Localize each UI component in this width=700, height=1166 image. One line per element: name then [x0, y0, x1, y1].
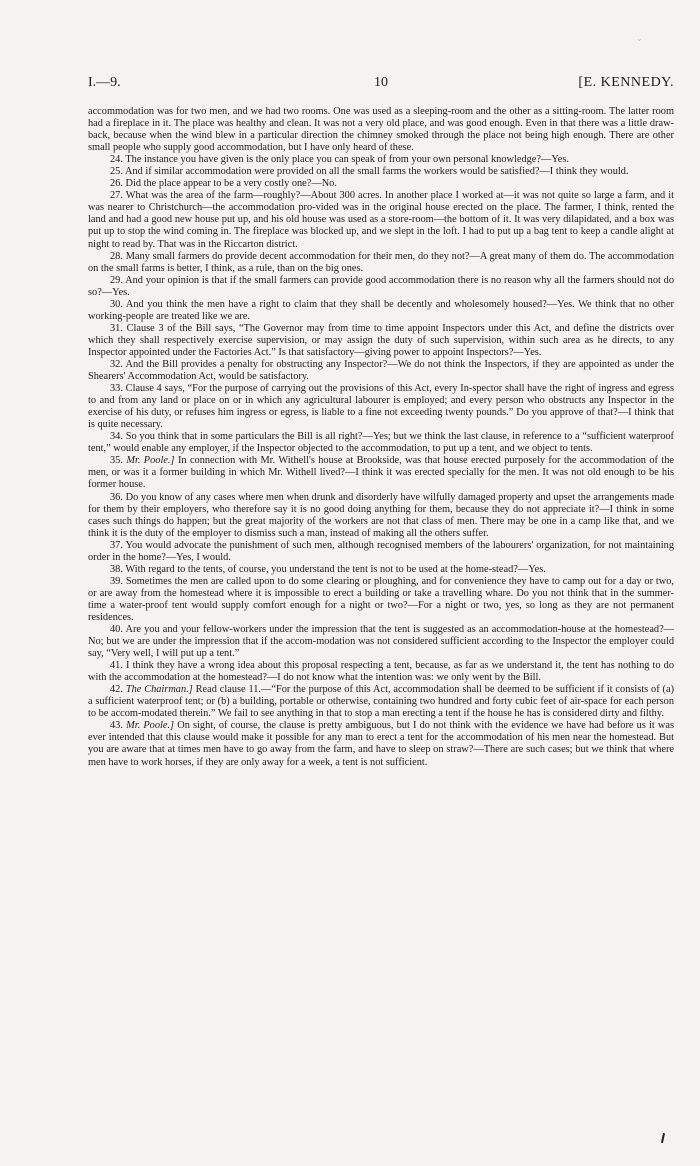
paragraph-text: Read clause 11.—“For the purpose of this Act, accommodation shall be deemed to be sufficient if it consists of (a) a sufficient waterproof tent; or (b) a building, portable or otherwise, containing two hundred and forty cubic feet of air-space for each person to be accom-modated therein.” We fail to see anything in that to stop a man erecting a tent if the house he has is considered dirty and filthy. — [88, 684, 675, 720]
witness-name: [E. KENNEDY. — [578, 75, 674, 90]
question-number: 33. — [110, 383, 123, 395]
paragraph-text: And if similar accommodation were provided on all the small farms the workers would be satisfied?—I think they would. — [124, 166, 629, 178]
paragraph-text: accommodation was for two men, and we had two rooms. One was used as a sleeping-room and the other as a sitting-room. The latter room had a fireplace in it. The place was healthy and clean. It was not a very old place, and was good enough. Even in that there was a little draw-back, because when the wind blew in a particular direction the chimney smoked through the place not being high enough. There are other small people who supply good accommodation, but I have only heard of these. — [88, 106, 674, 154]
question-number: 29. — [110, 274, 123, 286]
paragraph — [88, 178, 674, 190]
paragraph-text: So you think that in some particulars the Bill is all right?—Yes; but we think the last clause, in reference to a “sufficient waterproof tent,” would enable any employer, if the Inspector objected to the accommodation, to put up a tent, and we object to tents. — [88, 431, 674, 455]
question-number: 37. — [110, 539, 123, 551]
document-page — [88, 75, 674, 769]
paragraph — [88, 383, 674, 431]
paragraph — [88, 720, 674, 768]
paragraph-text: With regard to the tents, of course, you understand the tent is not to be used at the home-stead?—Yes. — [125, 563, 546, 575]
paragraph — [88, 576, 674, 624]
paragraph-text: And your opinion is that if the small farmers can provide good accommodation there is no reason why all the farmers should not do so?—Yes. — [88, 274, 675, 298]
question-number: 32. — [110, 358, 123, 370]
margin-mark — [661, 1133, 665, 1143]
paragraph — [88, 359, 674, 383]
paragraph-text: The instance you have given is the only place you can speak of from your own personal knowledge?—Yes. — [125, 154, 569, 166]
question-number: 26. — [110, 178, 123, 190]
paragraph-text: Did the place appear to be a very costly one?—No. — [125, 178, 337, 190]
speaker-name: The Chairman.] — [125, 684, 193, 696]
paragraph — [88, 106, 674, 154]
paragraph — [88, 323, 674, 359]
question-number: 24. — [110, 154, 123, 166]
paragraph-text: Clause 4 says, “For the purpose of carrying out the provisions of this Act, every In-spector shall have the right of ingress and egress to and from any land or place on or in which any agricultural labourer is employed; and every person who obstructs any Inspector in the exercise of his duty, or refuses him ingress or egress, is liable to a fine not exceeding twenty pounds.” Do you approve of that?—I think that is quite necessary. — [88, 383, 674, 431]
paragraph — [88, 166, 674, 178]
paragraph-text: Sometimes the men are called upon to do some clearing or ploughing, and for convenience they have to camp out for a day or two, or are away from the homestead where it is impossible to erect a building or take a travelling whare. Do you not think that in the summer-time a water-proof tent would supply comfort enough for a night or two?—For a night or two, yes, so long as they are not permanent residences. — [88, 575, 674, 623]
speaker-name: Mr. Poole.] — [126, 720, 175, 732]
question-number: 27. — [110, 190, 123, 202]
question-number: 43. — [110, 720, 123, 732]
paragraph-text: I think they have a wrong idea about this proposal respecting a tent, because, as far as we understand it, the tent has nothing to do with the accommodation at the homestead?—I do not know what the intention was: we only went by the Bill. — [88, 660, 674, 684]
paragraph-text: Many small farmers do provide decent accommodation for their men, do they not?—A great many of them do. The accommodation on the small farms is better, I think, as a rule, than on the big ones. — [88, 250, 674, 274]
paragraph-text: And you think the men have a right to claim that they shall be decently and wholesomely housed?—Yes. We think that no other working-people are treated like we are. — [88, 298, 675, 322]
paragraph-text: Clause 3 of the Bill says, “The Governor may from time to time appoint Inspectors under this Act, and define the districts over which they shall respectively exercise supervision, or may assign the duty of such supervision, within such area as he directs, to any Inspector appointed under the Factories Act.” Is that satisfactory—giving power to appoint Inspectors?—Yes. — [88, 322, 674, 358]
question-number: 36. — [110, 491, 123, 503]
page-header — [88, 75, 674, 97]
report-reference: I.—9. — [88, 75, 121, 90]
question-number: 41. — [110, 660, 123, 672]
question-number: 30. — [110, 298, 123, 310]
paragraph-text: In connection with Mr. Withell's house at Brookside, was that house erected purposely for the accommodation of the men, or was it a former building in which Mr. Withell lived?—I think it was erected specially for the men. It was not old enough to be his former house. — [88, 455, 674, 491]
paragraph-text: You would advocate the punishment of such men, although recognised members of the labourers' organization, for not maintaining order in the home?—Yes, I would. — [88, 539, 674, 563]
paper-speck: ⌄ — [636, 34, 643, 43]
paragraph — [88, 455, 674, 491]
paragraph — [88, 492, 674, 540]
question-number: 25. — [110, 166, 123, 178]
paragraph — [88, 431, 674, 455]
question-number: 40. — [110, 624, 123, 636]
paragraph — [88, 684, 674, 720]
paragraph — [88, 624, 674, 660]
paragraph — [88, 251, 674, 275]
speaker-name: Mr. Poole.] — [126, 455, 175, 467]
question-number: 34. — [110, 431, 123, 443]
question-number: 31. — [110, 322, 123, 334]
paragraph-text: And the Bill provides a penalty for obstructing any Inspector?—We do not think the Inspectors, if they are appointed as under the Shearers' Accommodation Act, would be satisfactory. — [88, 358, 674, 383]
paragraph-text: What was the area of the farm—roughly?—About 300 acres. In another place I worked at—it was not quite so large a farm, and it was nearer to Christchurch—the accommodation pro-vided was in the original house erected on the place. The farmer, I think, rented the land and had a good new house put up, and his old house was used as a store-room—the bottom of it. It was very dilapidated, and a box was put up to stop the wind coming in. The fireplace was blocked up, and we slept in the loft. I had to put up a bag tent to keep a candle alight at night to read by. That was in the Riccarton district. — [88, 190, 674, 250]
question-number: 28. — [110, 250, 123, 262]
paragraph — [88, 154, 674, 166]
paragraph-text: Do you know of any cases where men when drunk and disorderly have wilfully damaged property and upset the arrangements made for them by their employers, who therefore say it is no good doing anything for them, because they do not appreciate it?—I think in some cases such things do happen; but the great majority of the workers are not that class of men. There may be one in a camp like that, and we think it is the duty of the employer to dismiss such a man, instead of making all the others suffer. — [88, 491, 674, 539]
question-number: 35. — [110, 455, 123, 467]
question-number: 39. — [110, 575, 123, 587]
paragraph — [88, 660, 674, 684]
paragraph — [88, 564, 674, 576]
page-number: 10 — [374, 75, 388, 90]
paragraph-text: Are you and your fellow-workers under the impression that the tent is suggested as an accommodation-house at the homestead?—No; but we are under the impression that if the accom-modation was not considered sufficient according to the Inspector the employer could say, “Very well, I will put up a tent.” — [88, 624, 675, 660]
question-number: 38. — [110, 563, 123, 575]
paragraph — [88, 190, 674, 250]
paragraph — [88, 540, 674, 564]
paragraph-text: On sight, of course, the clause is pretty ambiguous, but I do not think with the evidence we have had before us it was ever intended that this clause would make it possible for any man to erect a tent for the accommodation of his men near the homestead. But you are aware that at times men have to go away from the farm, and have to sleep on straw?—There are such cases; but we think that where men have to work horses, if they are only away for a week, a tent is not sufficient. — [88, 720, 674, 768]
paragraph — [88, 299, 674, 323]
document-body — [88, 106, 674, 769]
paragraph — [88, 275, 674, 299]
question-number: 42. — [110, 684, 123, 696]
